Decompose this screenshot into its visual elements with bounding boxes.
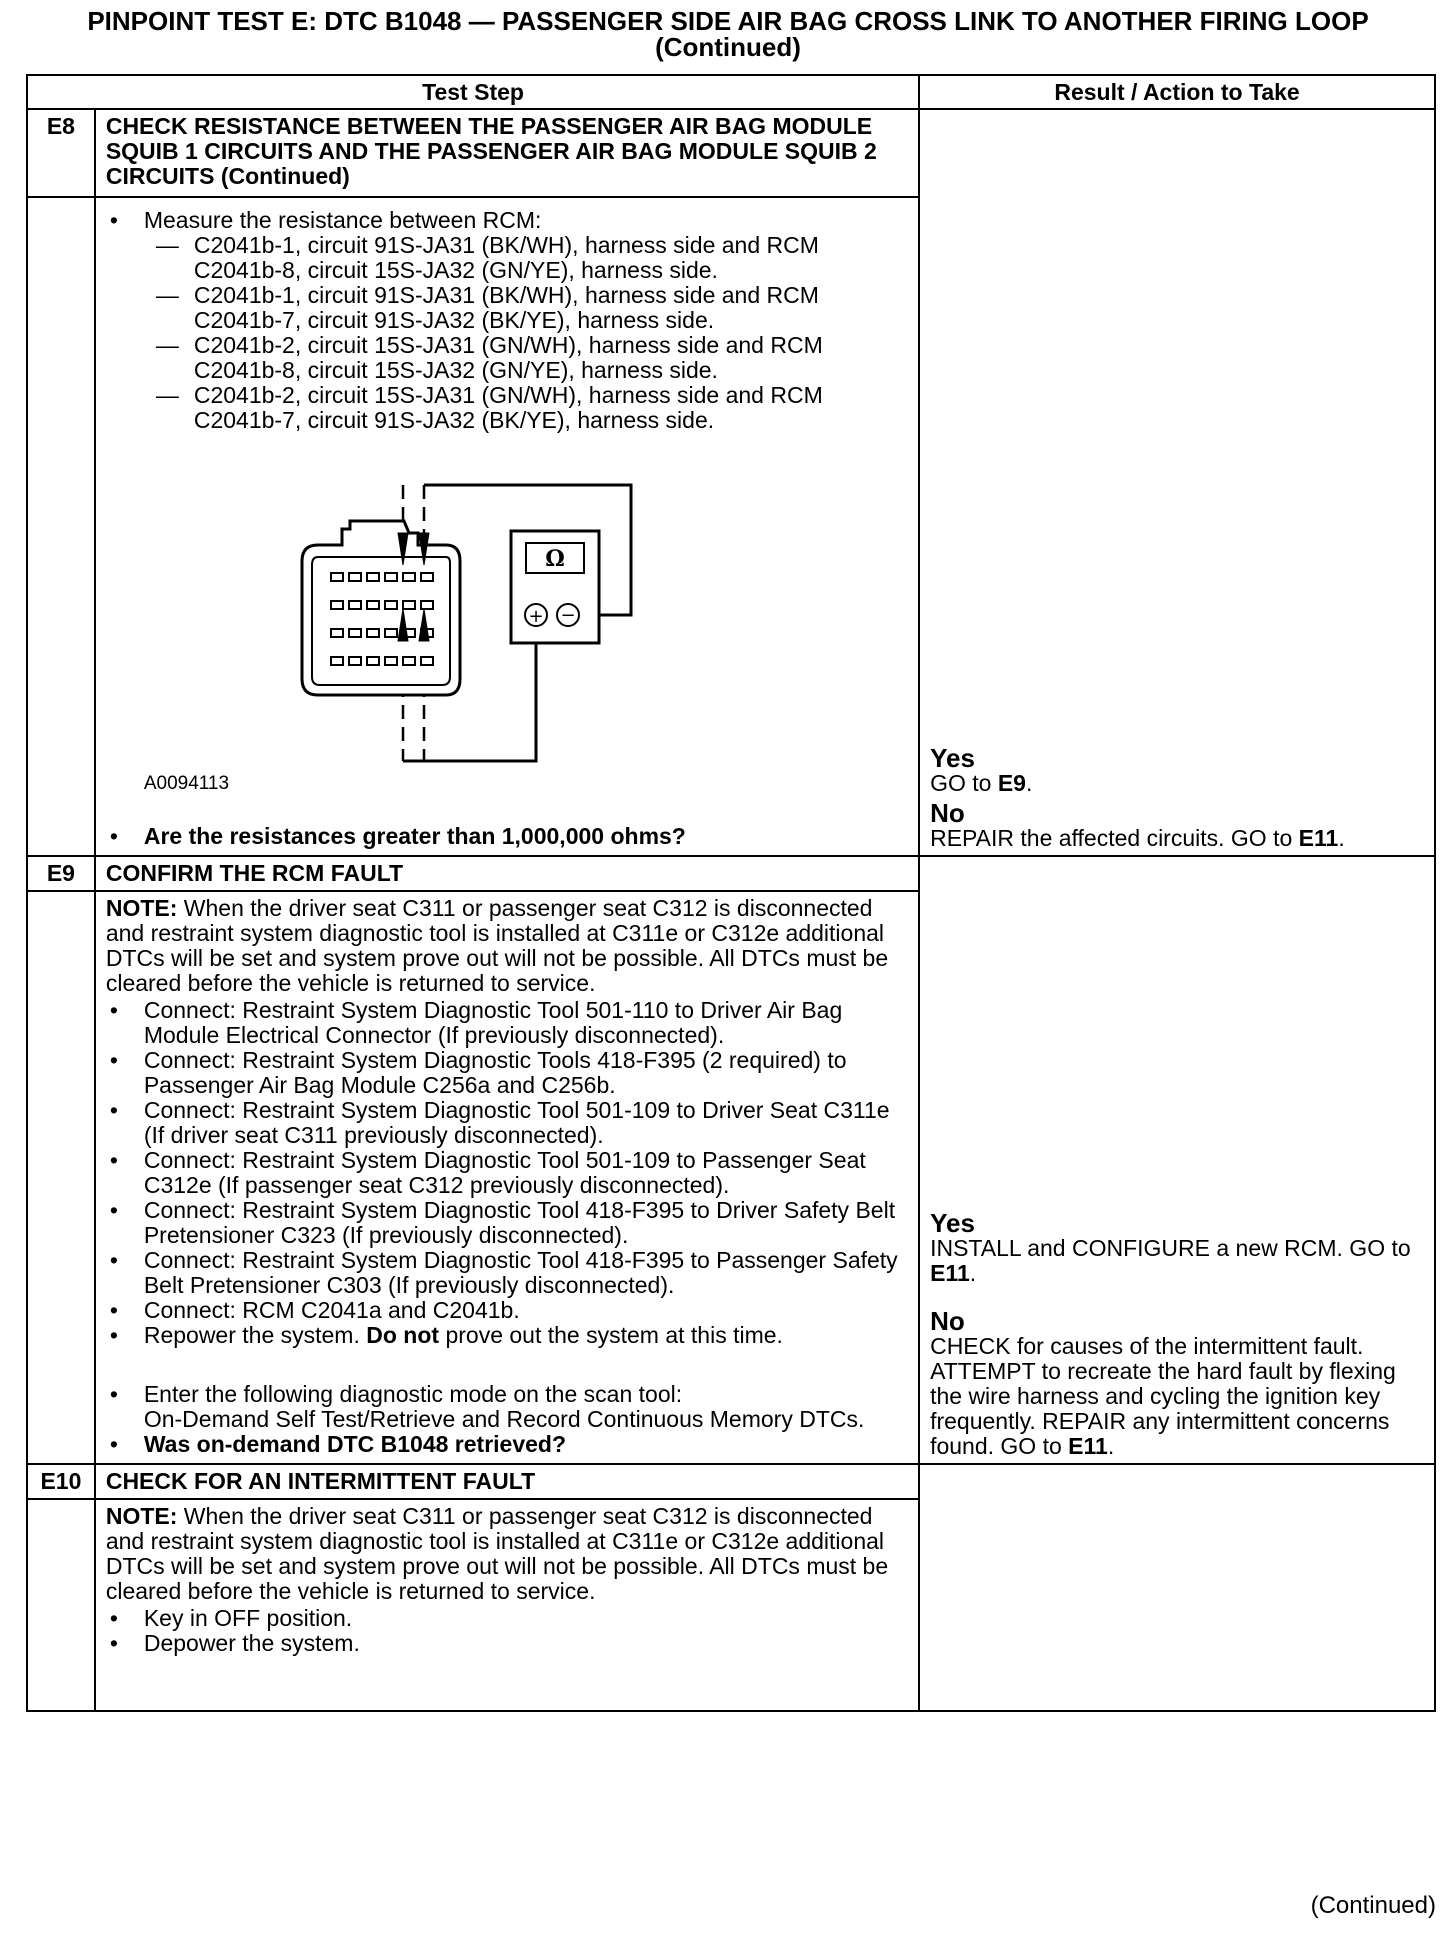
e8-yes-label: Yes — [930, 743, 975, 773]
e9-no-action: CHECK for causes of the intermittent fault. ATTEMPT to recreate the hard fault by flexing the wire harness and cycling the ignition key frequently. REPAIR any intermittent concerns found. GO to E11. — [930, 1333, 1396, 1459]
measurement-item: — C2041b-2, circuit 15S-JA31 (GN/WH), harness side and RCM C2041b-7, circuit 91S-JA32 (BK/YE), harness side. — [144, 383, 908, 433]
step-e10-result — [919, 1464, 1435, 1711]
page-title: PINPOINT TEST E: DTC B1048 — PASSENGER SIDE AIR BAG CROSS LINK TO ANOTHER FIRING LOOP (Continued) — [87, 6, 1369, 62]
e9-question: • Was on-demand DTC B1048 retrieved? — [106, 1432, 908, 1457]
minus-terminal-icon: − — [560, 605, 576, 626]
continued-label: (Continued) — [1310, 1892, 1436, 1919]
step-e8-result — [919, 109, 1435, 856]
step-e9-heading: CONFIRM THE RCM FAULT — [95, 856, 919, 891]
step-id-e10: E10 — [27, 1464, 95, 1499]
step-e8-heading: CHECK RESISTANCE BETWEEN THE PASSENGER AIR BAG MODULE SQUIB 1 CIRCUITS AND THE PASSENGER AIR BAG MODULE SQUIB 2 CIRCUITS (Continued) — [95, 109, 919, 197]
e8-measure-item: • Measure the resistance between RCM: — C2041b-1, circuit 91S-JA31 (BK/WH), harness side and RCM C2041b-8, circuit 15S-JA32 (GN/YE), harness side. — C2041b-1, circuit 91S-JA31 (BK/WH), harness side and RCM C2041b-7, circuit 91S-JA32 (BK/YE), harness side. — C2041b-2, circuit 15S-JA31 (GN/WH), harness side and RCM C2041b-8, circuit 15S-JA32 (GN/YE), harness side. — C2041b-2, circuit 15S-JA31 (GN/WH), harness side and RCM C2041b-7, circuit 91S-JA32 (BK/YE), harness side. — [106, 208, 908, 433]
table-header-row — [27, 75, 1435, 109]
ohmmeter — [511, 531, 599, 643]
step-e9-heading-row — [27, 856, 1435, 891]
step-id-e8: E8 — [27, 109, 95, 197]
step-e9-result — [919, 856, 1435, 1464]
e9-step-item: • Connect: Restraint System Diagnostic Tools 418-F395 (2 required) to Passenger Air Bag Module C256a and C256b. — [106, 1048, 908, 1098]
step-e9-content — [95, 891, 919, 1464]
step-e10-heading: CHECK FOR AN INTERMITTENT FAULT — [95, 1464, 919, 1499]
e9-repower-item: • Repower the system. Do not prove out the system at this time. — [106, 1323, 908, 1348]
e9-no-label: No — [930, 1306, 965, 1336]
e9-enter-mode-item: • Enter the following diagnostic mode on the scan tool: On-Demand Self Test/Retrieve and Record Continuous Memory DTCs. — [106, 1382, 908, 1432]
e9-yes-label: Yes — [930, 1208, 975, 1238]
e10-step-item: • Depower the system. — [106, 1631, 908, 1656]
e9-step-item: • Connect: Restraint System Diagnostic Tool 418-F395 to Driver Safety Belt Pretensioner C323 (If previously disconnected). — [106, 1198, 908, 1248]
e10-step-item: • Key in OFF position. — [106, 1606, 908, 1631]
e10-note: NOTE: When the driver seat C311 or passenger seat C312 is disconnected and restraint system diagnostic tool is installed at C311e or C312e additional DTCs will be set and system prove out will not be possible. All DTCs must be cleared before the vehicle is returned to service. — [105, 1503, 889, 1604]
step-e8-content — [95, 197, 919, 856]
test-step-header: Test Step — [27, 75, 919, 109]
ohmmeter-connector-diagram — [106, 473, 706, 763]
e9-note: NOTE: When the driver seat C311 or passenger seat C312 is disconnected and restraint system diagnostic tool is installed at C311e or C312e additional DTCs will be set and system prove out will not be possible. All DTCs must be cleared before the vehicle is returned to service. — [105, 895, 889, 996]
step-e10-content — [95, 1499, 919, 1711]
measurement-item: — C2041b-1, circuit 91S-JA31 (BK/WH), harness side and RCM C2041b-8, circuit 15S-JA32 (GN/YE), harness side. — [144, 233, 908, 283]
e9-step-item: • Connect: RCM C2041a and C2041b. — [106, 1298, 908, 1323]
pinpoint-test-table — [26, 74, 1436, 1712]
connector-c2041b — [302, 521, 460, 695]
measurement-item: — C2041b-1, circuit 91S-JA31 (BK/WH), harness side and RCM C2041b-7, circuit 91S-JA32 (BK/YE), harness side. — [144, 283, 908, 333]
e8-no-label: No — [930, 798, 965, 828]
e8-question: • Are the resistances greater than 1,000,000 ohms? — [106, 824, 908, 849]
e9-step-item: • Connect: Restraint System Diagnostic Tool 501-110 to Driver Air Bag Module Electrical Connector (If previously disconnected). — [106, 998, 908, 1048]
result-header: Result / Action to Take — [919, 75, 1435, 109]
e8-yes-action: GO to E9. — [930, 770, 1033, 796]
e9-step-item: • Connect: Restraint System Diagnostic Tool 501-109 to Driver Seat C311e (If driver seat C311 previously disconnected). — [106, 1098, 908, 1148]
step-e10-heading-row — [27, 1464, 1435, 1499]
ohm-icon: Ω — [545, 546, 565, 572]
plus-terminal-icon: + — [528, 606, 544, 627]
measurement-item: — C2041b-2, circuit 15S-JA31 (GN/WH), harness side and RCM C2041b-8, circuit 15S-JA32 (GN/YE), harness side. — [144, 333, 908, 383]
step-e8-heading-row — [27, 109, 1435, 197]
e9-yes-action: INSTALL and CONFIGURE a new RCM. GO to E11. — [930, 1235, 1411, 1286]
e9-step-item: • Connect: Restraint System Diagnostic Tool 418-F395 to Passenger Safety Belt Pretensioner C303 (If previously disconnected). — [106, 1248, 908, 1298]
step-id-e9: E9 — [27, 856, 95, 891]
figure-id: A0094113 — [143, 773, 230, 794]
e8-no-action: REPAIR the affected circuits. GO to E11. — [930, 825, 1345, 851]
e9-step-item: • Connect: Restraint System Diagnostic Tool 501-109 to Passenger Seat C312e (If passenger seat C312 previously disconnected). — [106, 1148, 908, 1198]
